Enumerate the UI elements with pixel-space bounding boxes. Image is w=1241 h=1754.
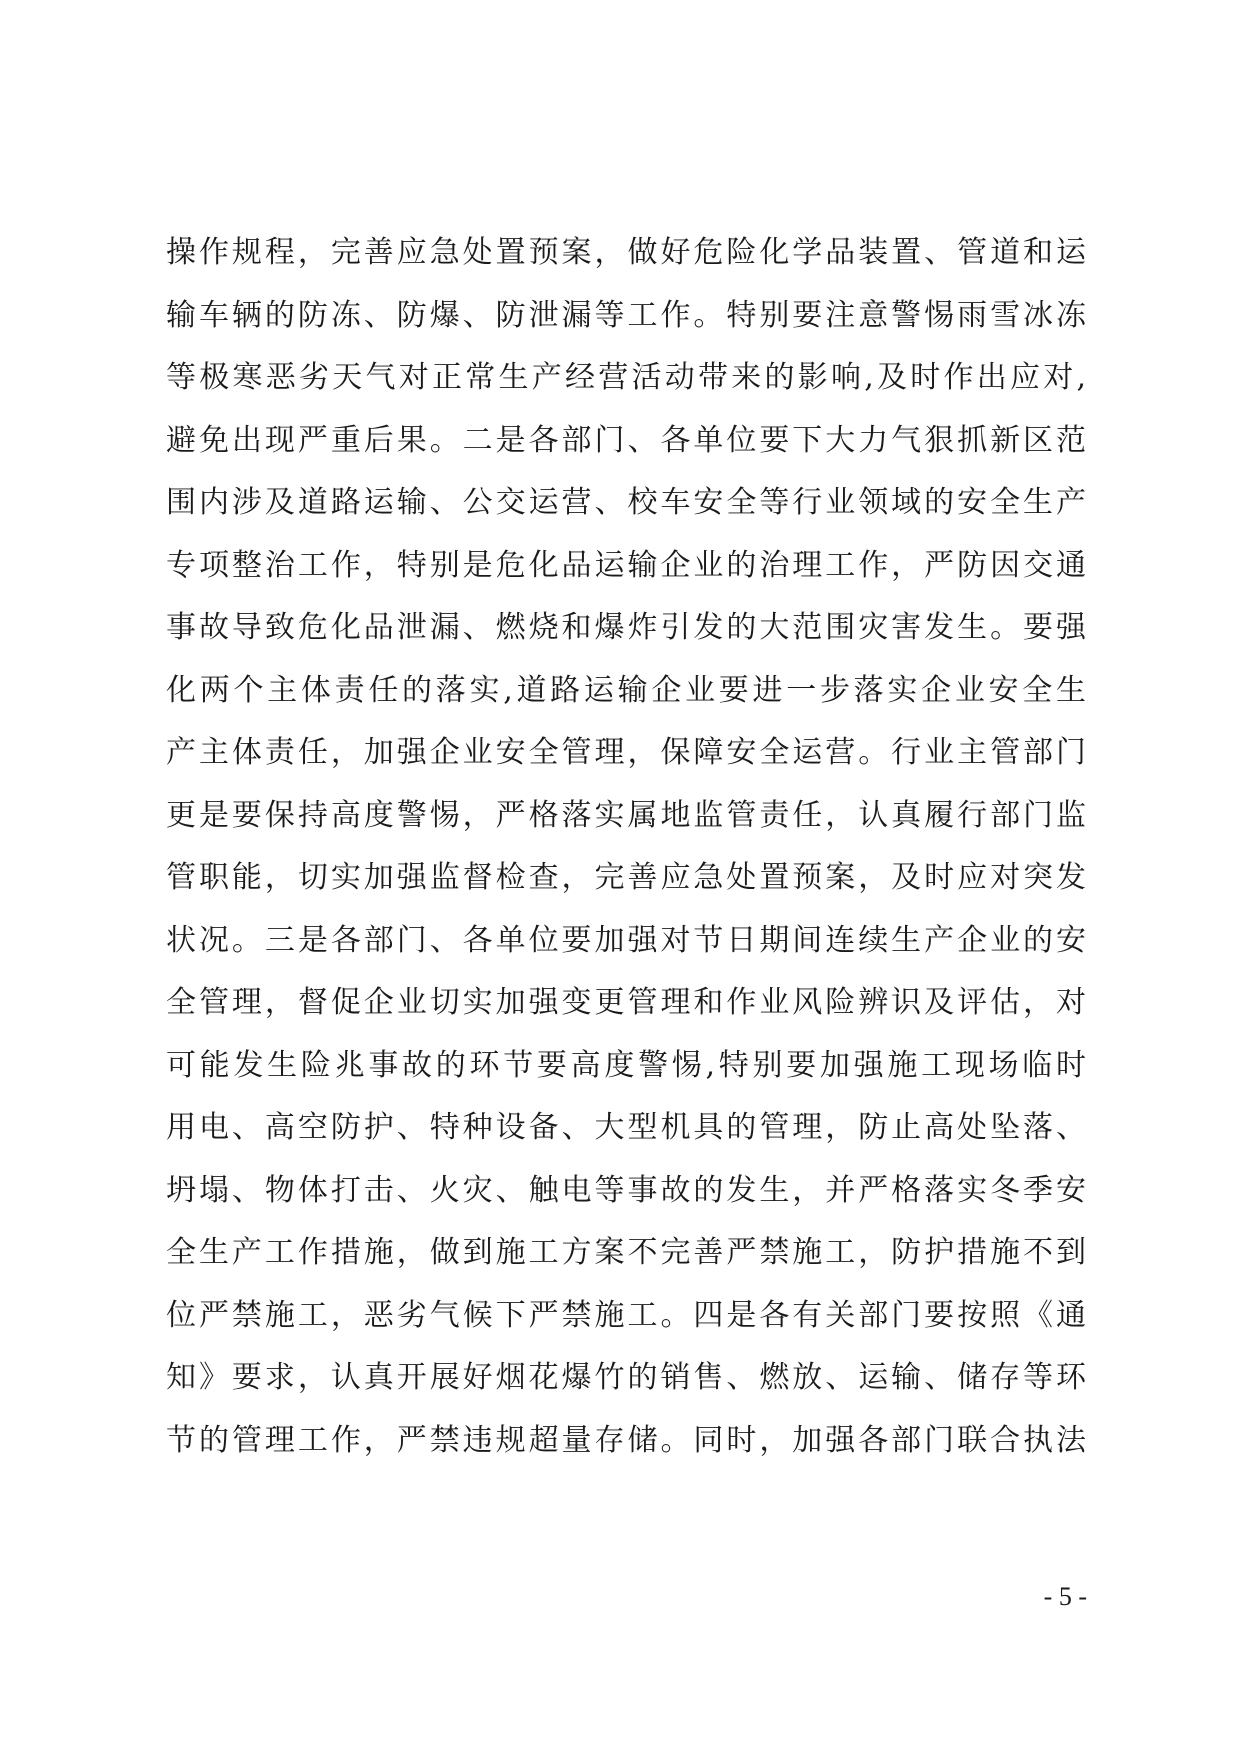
text-line: 用电、高空防护、特种设备、大型机具的管理，防止高处坠落、 [166,1110,1086,1145]
text-line: 全管理，督促企业切实加强变更管理和作业风险辨识及评估，对 [166,985,1086,1020]
text-line: 坍塌、物体打击、火灾、触电等事故的发生，并严格落实冬季安 [166,1172,1086,1208]
text-line: 产主体责任，加强企业安全管理，保障安全运营。行业主管部门 [166,735,1086,770]
text-line: 避免出现严重后果。二是各部门、各单位要下大力气狠抓新区范 [166,422,1086,458]
page-number: - 5 - [1043,1582,1087,1611]
text-line: 全生产工作措施，做到施工方案不完善严禁施工，防护措施不到 [166,1235,1086,1270]
text-line: 专项整治工作，特别是危化品运输企业的治理工作，严防因交通 [166,547,1086,583]
text-line: 位严禁施工，恶劣气候下严禁施工。四是各有关部门要按照《通 [166,1297,1086,1333]
text-line: 状况。三是各部门、各单位要加强对节日期间连续生产企业的安 [166,922,1086,958]
text-line: 等极寒恶劣天气对正常生产经营活动带来的影响,及时作出应对, [166,360,1086,395]
body-text [166,222,1086,1472]
text-line: 管职能，切实加强监督检查，完善应急处置预案，及时应对突发 [166,860,1086,895]
text-line: 输车辆的防冻、防爆、防泄漏等工作。特别要注意警惕雨雪冰冻 [166,297,1086,333]
text-line: 事故导致危化品泄漏、燃烧和爆炸引发的大范围灾害发生。要强 [166,610,1086,645]
text-line: 化两个主体责任的落实,道路运输企业要进一步落实企业安全生 [166,672,1086,708]
text-line: 知》要求，认真开展好烟花爆竹的销售、燃放、运输、储存等环 [166,1360,1086,1395]
text-line: 操作规程，完善应急处置预案，做好危险化学品装置、管道和运 [166,235,1086,270]
text-line: 节的管理工作，严禁违规超量存储。同时，加强各部门联合执法 [166,1422,1086,1458]
text-line: 更是要保持高度警惕，严格落实属地监管责任，认真履行部门监 [166,797,1086,833]
text-line: 围内涉及道路运输、公交运营、校车安全等行业领域的安全生产 [166,485,1086,520]
text-line: 可能发生险兆事故的环节要高度警惕,特别要加强施工现场临时 [166,1047,1086,1083]
